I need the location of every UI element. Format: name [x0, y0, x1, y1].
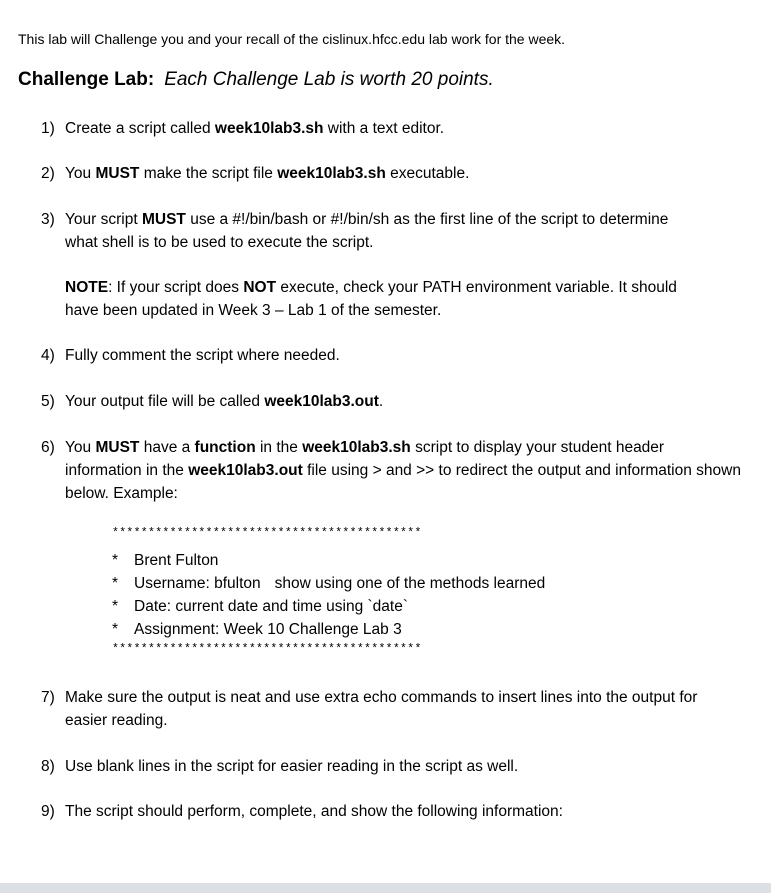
intro-text: This lab will Challenge you and your recall of the cislinux.hfcc.edu lab work for the week.: [18, 31, 566, 47]
item-text: Fully comment the script where needed.: [65, 347, 340, 364]
list-item-1: [41, 117, 741, 140]
list-item-8: [41, 755, 741, 778]
sample-line-name: * Brent Fulton: [112, 552, 219, 569]
item-text: Use blank lines in the script for easier reading in the script as well.: [65, 758, 519, 775]
list-item-6: [41, 436, 741, 505]
list-item-5: [41, 390, 741, 413]
item-text: Your output file will be called week10lab3.out.: [65, 393, 384, 410]
list-item-2: [41, 162, 741, 185]
item-number: 4): [41, 347, 55, 364]
item-text: Make sure the output is neat and use extra echo commands to insert lines into the output for easier reading.: [65, 689, 698, 729]
heading-label: Challenge Lab:: [18, 69, 155, 90]
item-number: 1): [41, 120, 55, 137]
item-text: The script should perform, complete, and show the following information:: [65, 803, 563, 820]
page-bottom-gap: [0, 883, 771, 893]
heading-points: Each Challenge Lab is worth 20 points.: [164, 69, 494, 90]
stars-top-border: *******************************************: [112, 527, 422, 540]
item-number: 8): [41, 758, 55, 775]
sample-line-username: * Username: bfulton show using one of the methods learned: [112, 575, 546, 592]
list-item-9: [41, 800, 741, 823]
list-item-4: [41, 344, 741, 367]
item-text: You MUST make the script file week10lab3.sh executable.: [65, 165, 470, 182]
sample-line-assignment: * Assignment: Week 10 Challenge Lab 3: [112, 621, 402, 638]
item-text: Create a script called week10lab3.sh with a text editor.: [65, 120, 445, 137]
sample-line-date: * Date: current date and time using `date`: [112, 598, 408, 615]
item-number: 2): [41, 165, 55, 182]
item-number: 9): [41, 803, 55, 820]
item-number: 3): [41, 211, 55, 228]
item-number: 5): [41, 393, 55, 410]
note-paragraph: NOTE: If your script does NOT execute, check your PATH environment variable. It should have been updated in Week 3 – Lab 1 of the semester.: [65, 279, 677, 319]
item-number: 6): [41, 439, 55, 456]
item-number: 7): [41, 689, 55, 706]
challenge-lab-heading: [18, 68, 494, 92]
list-item-3: [41, 208, 681, 254]
item-text: Your script MUST use a #!/bin/bash or #!/bin/sh as the first line of the script to determine what shell is to be used to execute the script.: [65, 211, 669, 251]
stars-bottom-border: *******************************************: [112, 643, 422, 656]
list-item-7: [41, 686, 711, 732]
item-text: You MUST have a function in the week10lab3.sh script to display your student header information in the week10lab3.out file using > and >> to redirect the output and information shown below. Example:: [65, 439, 741, 502]
